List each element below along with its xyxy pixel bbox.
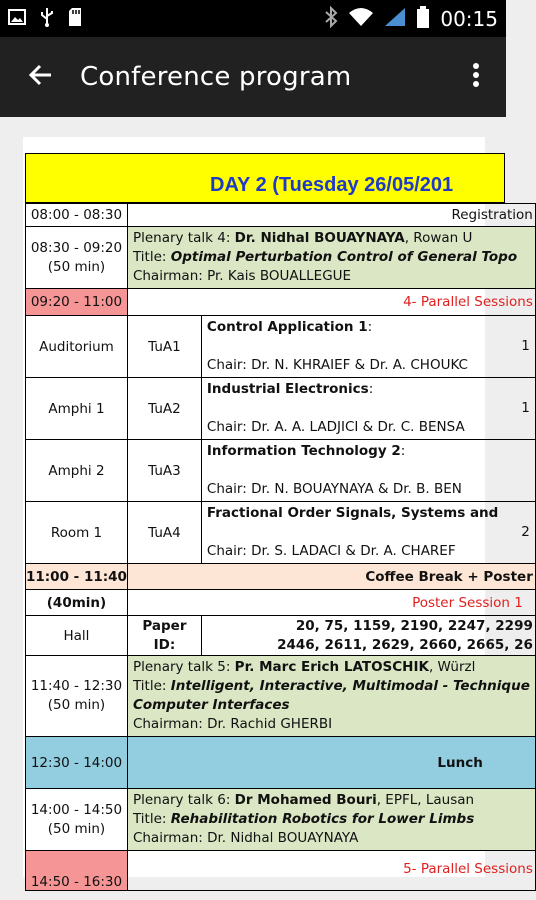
sd-card-icon	[68, 7, 82, 31]
coffee-break-cell: Coffee Break + Poster	[127, 564, 535, 590]
session-chair: Chair: Dr. S. LADACI & Dr. A. CHAREF	[206, 543, 456, 559]
time-cell	[26, 227, 128, 289]
time-cell: 09:20 - 11:00	[26, 289, 128, 316]
room-cell: Amphi 1	[26, 378, 128, 440]
session-number	[207, 461, 530, 480]
app-bar	[0, 37, 506, 117]
duration-text: (50 min)	[47, 820, 106, 837]
paper-id-label-cell	[127, 616, 201, 656]
paper-ids-line: 2446, 2611, 2629, 2660, 2665, 26	[277, 636, 533, 653]
speaker: Pr. Marc Erich LATOSCHIK	[234, 659, 429, 675]
chairman: Chairman: Dr. Rachid GHERBI	[132, 716, 333, 732]
session-title: Industrial Electronics	[206, 381, 369, 397]
wifi-icon	[348, 7, 374, 31]
time-text: 11:40 - 12:30	[30, 678, 123, 694]
title-label: Title:	[132, 249, 171, 265]
session-title: Information Technology 2	[206, 443, 401, 459]
plenary-label: Plenary talk 5:	[132, 659, 235, 675]
paper-ids-cell	[201, 616, 535, 656]
session-suffix: :	[367, 319, 373, 335]
session-cell	[201, 378, 535, 440]
parallel-sessions-cell: 4- Parallel Sessions	[127, 289, 535, 316]
table-row	[26, 378, 536, 440]
room-cell: Room 1	[26, 502, 128, 564]
session-chair: Chair: Dr. N. KHRAIEF & Dr. A. CHOUKC	[206, 357, 468, 373]
session-cell	[201, 316, 535, 378]
room-cell: Amphi 2	[26, 440, 128, 502]
table-row	[26, 789, 536, 851]
session-code-cell: TuA3	[127, 440, 201, 502]
day-title: DAY 2 (Tuesday 26/05/201	[210, 174, 454, 196]
session-title: Fractional Order Signals, Systems and	[206, 505, 499, 521]
time-cell: 12:30 - 14:00	[26, 737, 128, 789]
session-number: 1	[521, 400, 530, 416]
table-row	[26, 204, 536, 227]
session-code-cell: TuA1	[127, 316, 201, 378]
registration-cell: Registration	[127, 204, 535, 227]
table-row	[26, 440, 536, 502]
session-code-cell: TuA4	[127, 502, 201, 564]
talk-title-continued: Computer Interfaces	[132, 697, 290, 713]
room-cell: Hall	[26, 616, 128, 656]
table-row	[26, 227, 536, 289]
bluetooth-icon	[324, 6, 338, 32]
time-text: 14:00 - 14:50	[30, 801, 123, 818]
session-suffix: :	[368, 381, 374, 397]
session-chair: Chair: Dr. A. A. LADJICI & Dr. C. BENSA	[206, 419, 465, 435]
plenary-cell	[127, 789, 535, 851]
table-row	[26, 616, 536, 656]
table-row	[26, 564, 536, 590]
plenary-cell	[127, 656, 535, 737]
signal-icon	[384, 7, 406, 31]
affiliation: , Rowan U	[404, 230, 473, 246]
table-row	[26, 289, 536, 316]
time-cell: 11:00 - 11:40	[26, 564, 128, 590]
image-icon	[8, 9, 26, 29]
chairman: Chairman: Pr. Kais BOUALLEGUE	[132, 268, 352, 284]
time-cell: 14:50 - 16:30	[26, 851, 128, 891]
plenary-label: Plenary talk 6:	[132, 792, 235, 808]
title-label: Title:	[132, 811, 171, 827]
table-row	[26, 737, 536, 789]
talk-title: Rehabilitation Robotics for Lower Limbs	[170, 811, 475, 827]
battery-icon	[416, 6, 430, 32]
program-document[interactable]	[23, 137, 533, 890]
parallel-sessions-cell: 5- Parallel Sessions	[127, 851, 535, 891]
program-table	[25, 203, 536, 891]
chairman: Chairman: Dr. Nidhal BOUAYNAYA	[132, 830, 359, 846]
table-row	[26, 502, 536, 564]
overflow-menu-icon	[472, 62, 480, 92]
content-area[interactable]	[0, 117, 533, 900]
lunch-cell: Lunch	[127, 737, 535, 789]
usb-icon	[40, 7, 54, 31]
plenary-cell	[127, 227, 535, 289]
plenary-label: Plenary talk 4:	[132, 230, 235, 246]
day-banner	[25, 153, 505, 203]
session-number: 2	[521, 524, 530, 540]
overflow-menu-button[interactable]	[446, 37, 506, 117]
session-code-cell: TuA2	[127, 378, 201, 440]
session-suffix: :	[400, 443, 406, 459]
back-arrow-icon	[27, 63, 53, 91]
clock: 00:15	[440, 6, 498, 31]
time-text: 08:30 - 09:20	[30, 239, 123, 256]
id-label: ID:	[153, 636, 176, 653]
room-cell: Auditorium	[26, 316, 128, 378]
talk-title: Optimal Perturbation Control of General Topo	[170, 249, 518, 265]
page-title: Conference program	[80, 62, 352, 92]
talk-title: Intelligent, Interactive, Multimodal - Technique	[170, 678, 530, 694]
status-bar	[0, 0, 506, 37]
affiliation: , Würzl	[428, 659, 476, 675]
session-title: Control Application 1	[206, 319, 368, 335]
paper-ids-line: 20, 75, 1159, 2190, 2247, 2299	[295, 617, 533, 634]
session-number: 1	[521, 338, 530, 354]
session-cell	[201, 440, 535, 502]
duration-text: (50 min)	[47, 258, 106, 275]
time-cell: (40min)	[26, 590, 128, 616]
paper-label: Paper	[142, 617, 187, 634]
table-row	[26, 656, 536, 737]
session-chair: Chair: Dr. N. BOUAYNAYA & Dr. B. BEN	[206, 481, 462, 497]
poster-session-cell: Poster Session 1	[127, 590, 535, 616]
time-cell	[26, 656, 128, 737]
speaker: Dr Mohamed Bouri	[234, 792, 377, 808]
title-label: Title:	[132, 678, 171, 694]
duration-text: (50 min)	[47, 697, 106, 713]
session-cell	[201, 502, 535, 564]
back-button[interactable]	[0, 37, 80, 117]
time-cell	[26, 789, 128, 851]
time-cell: 08:00 - 08:30	[26, 204, 128, 227]
table-row	[26, 851, 536, 891]
speaker: Dr. Nidhal BOUAYNAYA	[234, 230, 405, 246]
affiliation: , EPFL, Lausan	[376, 792, 475, 808]
table-row	[26, 316, 536, 378]
table-row	[26, 590, 536, 616]
